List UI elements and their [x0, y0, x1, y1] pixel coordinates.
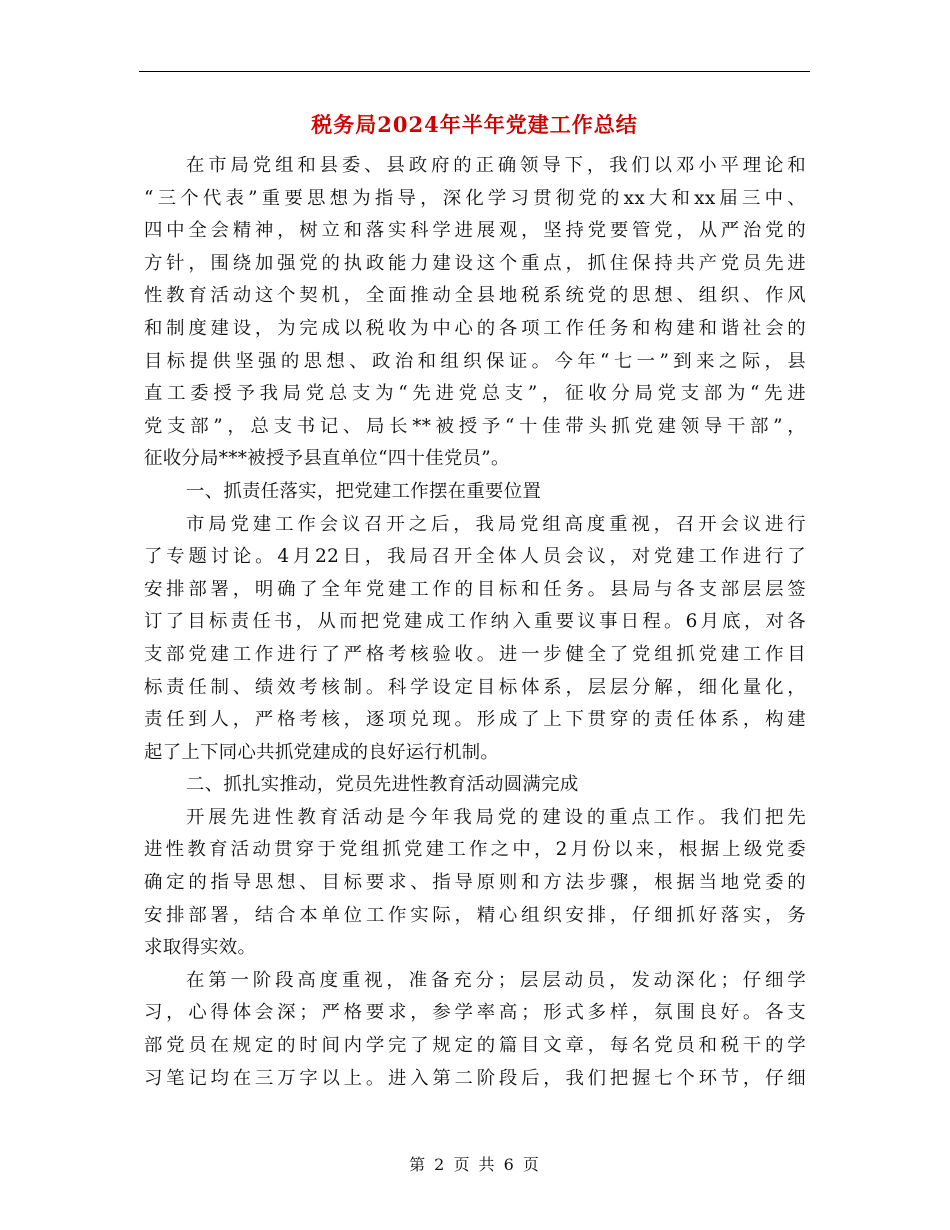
text-line: 习，心得体会深；严格要求，参学率高；形式多样，氛围良好。各支	[144, 1002, 806, 1024]
text-line: 开展先进性教育活动是今年我局党的建设的重点工作。我们把先	[186, 806, 806, 828]
text-line: 四中全会精神，树立和落实科学进展观，坚持党要管党，从严治党的	[144, 220, 806, 242]
text-line: 起了上下同心共抓党建成的良好运行机制。	[144, 741, 500, 763]
document-body	[144, 150, 806, 1095]
text-line: 订了目标责任书，从而把党建成工作纳入重要议事日程。6月底，对各	[144, 611, 806, 633]
text-line: 征收分局***被授予县直单位“四十佳党员”。	[144, 448, 510, 470]
page-number: 第 2 页 共 6 页	[409, 1155, 541, 1174]
text-line: 党支部”，总支书记、局长**被授予“十佳带头抓党建领导干部”，	[144, 415, 806, 437]
text-line: 目标提供坚强的思想、政治和组织保证。今年“七一”到来之际，县	[144, 350, 806, 372]
text-line: 部党员在规定的时间内学完了规定的篇目文章，每名党员和税干的学	[144, 1035, 806, 1057]
text-line: 一、抓责任落实，把党建工作摆在重要位置	[186, 480, 542, 502]
header-rule	[139, 71, 810, 72]
text-line: 确定的指导思想、目标要求、指导原则和方法步骤，根据当地党委的	[144, 872, 806, 894]
text-line: 安排部署，明确了全年党建工作的目标和任务。县局与各支部层层签	[144, 578, 806, 600]
text-line: 性教育活动这个契机，全面推动全县地税系统党的思想、组织、作风	[144, 285, 806, 307]
text-line: 直工委授予我局党总支为“先进党总支”，征收分局党支部为“先进	[144, 383, 806, 405]
text-line: 安排部署，结合本单位工作实际，精心组织安排，仔细抓好落实，务	[144, 904, 806, 926]
text-line: 求取得实效。	[144, 937, 257, 959]
text-line: 习笔记均在三万字以上。进入第二阶段后，我们把握七个环节，仔细	[144, 1067, 806, 1089]
text-line: 二、抓扎实推动，党员先进性教育活动圆满完成	[186, 774, 579, 796]
document-title: 税务局2024年半年党建工作总结	[311, 112, 638, 137]
text-line: 了专题讨论。4月22日，我局召开全体人员会议，对党建工作进行了	[144, 546, 806, 568]
text-line: 责任到人，严格考核，逐项兑现。形成了上下贯穿的责任体系，构建	[144, 709, 806, 731]
text-line: 和制度建设，为完成以税收为中心的各项工作任务和构建和谐社会的	[144, 317, 806, 339]
text-line: 标责任制、绩效考核制。科学设定目标体系，层层分解，细化量化，	[144, 676, 806, 698]
text-line: 支部党建工作进行了严格考核验收。进一步健全了党组抓党建工作目	[144, 643, 806, 665]
text-line: “三个代表”重要思想为指导，深化学习贯彻党的xx大和xx届三中、	[144, 187, 806, 209]
text-line: 方针，围绕加强党的执政能力建设这个重点，抓住保持共产党员先进	[144, 252, 806, 274]
text-line: 进性教育活动贯穿于党组抓党建工作之中，2月份以来，根据上级党委	[144, 839, 806, 861]
text-line: 市局党建工作会议召开之后，我局党组高度重视，召开会议进行	[186, 513, 806, 535]
text-line: 在第一阶段高度重视，准备充分；层层动员，发动深化；仔细学	[186, 969, 806, 991]
text-line: 在市局党组和县委、县政府的正确领导下，我们以邓小平理论和	[186, 155, 806, 176]
